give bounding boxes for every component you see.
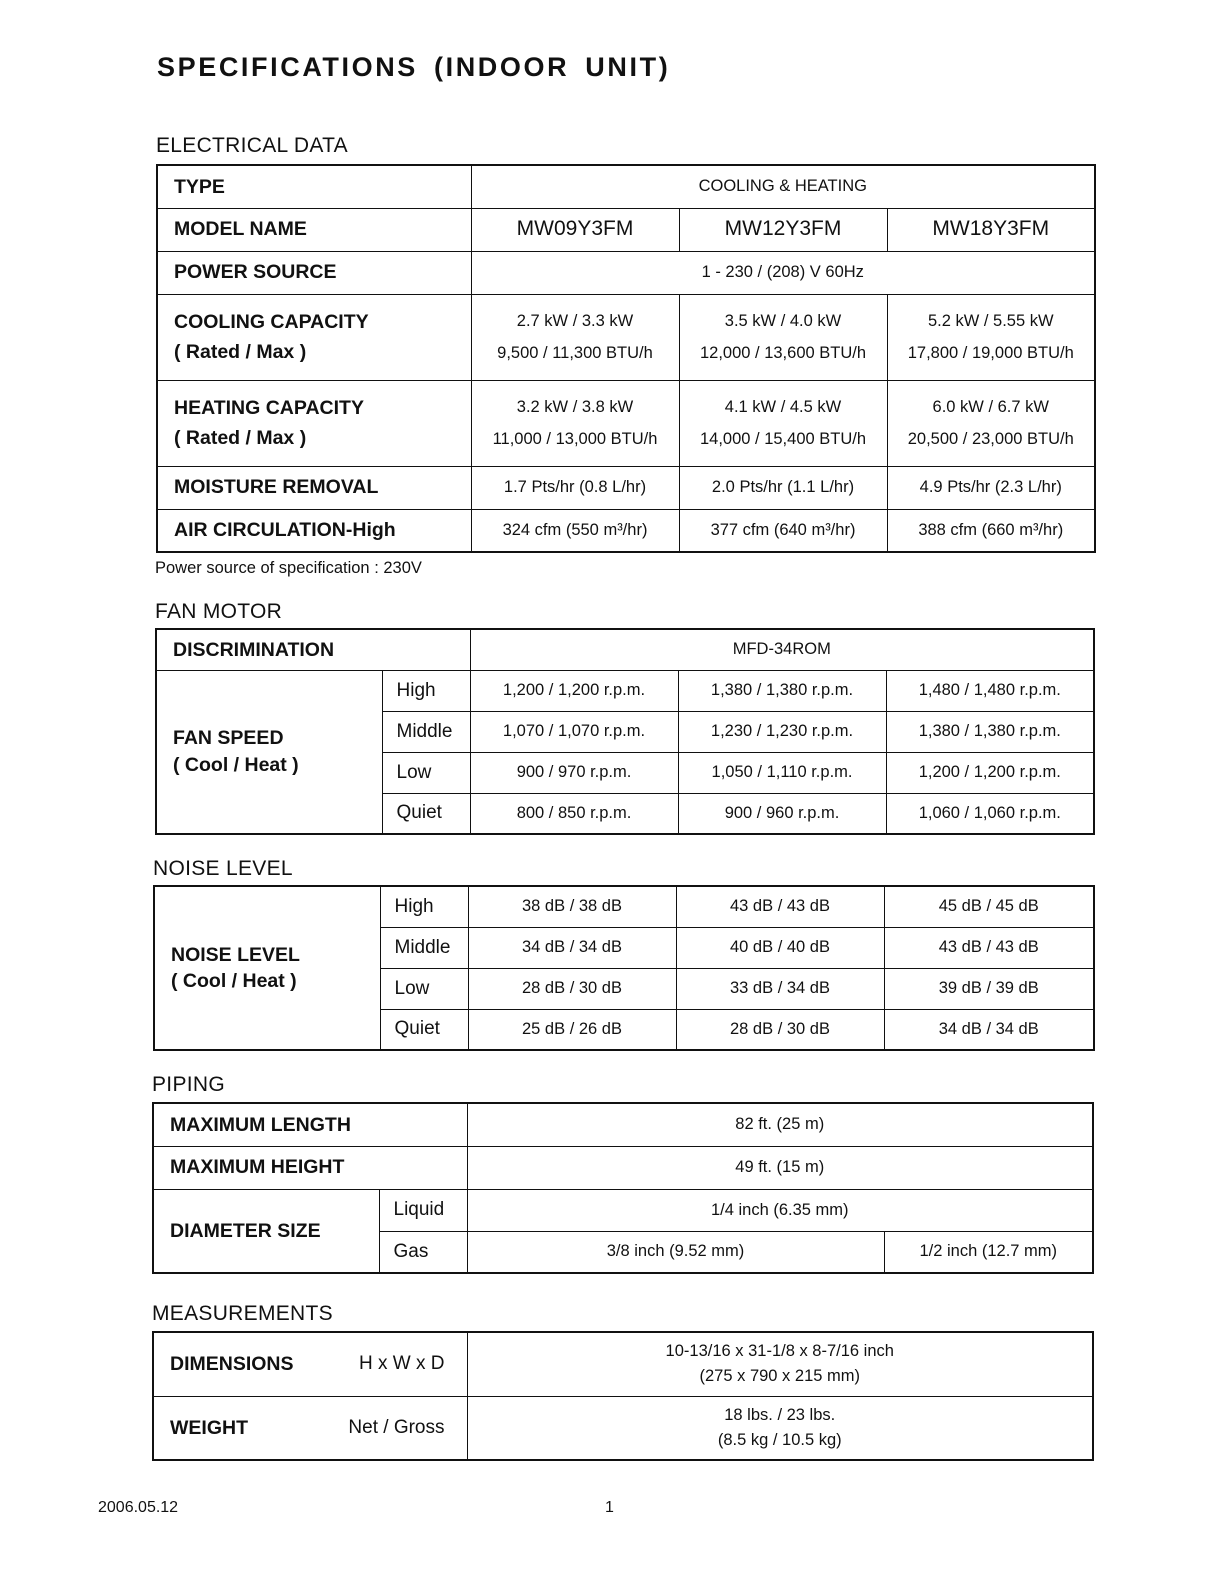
section-label-noise-level: NOISE LEVEL [153,857,293,880]
fan-level-low: Low [382,752,470,793]
noise-level-sub: ( Cool / Heat ) [171,970,297,992]
footer-date: 2006.05.12 [98,1499,179,1516]
measurements-table [152,1331,1094,1461]
fan-speed-header [156,670,382,834]
table-row-max-height [153,1146,1093,1189]
fan-middle-3: 1,380 / 1,380 r.p.m. [886,711,1094,752]
noise-level-middle: Middle [380,927,468,968]
table-row-heating [157,380,1095,466]
fan-low-2: 1,050 / 1,110 r.p.m. [678,752,886,793]
fan-middle-2: 1,230 / 1,230 r.p.m. [678,711,886,752]
air-circulation-3: 388 cfm (660 m³/hr) [887,509,1095,552]
heating-capacity-sub: ( Rated / Max ) [174,427,307,449]
noise-middle-1: 34 dB / 34 dB [468,927,676,968]
heating-capacity-3 [887,380,1095,466]
fan-middle-1: 1,070 / 1,070 r.p.m. [470,711,678,752]
table-row-discrimination [156,629,1094,670]
electrical-data-table [156,164,1096,553]
max-height-header: MAXIMUM HEIGHT [153,1146,467,1189]
cooling-capacity-2 [679,294,887,380]
model-header: MODEL NAME [157,208,471,251]
dimensions-value [467,1332,1093,1396]
fan-high-2: 1,380 / 1,380 r.p.m. [678,670,886,711]
cooling-capacity-1 [471,294,679,380]
noise-level-title: NOISE LEVEL [171,943,300,966]
power-source-header: POWER SOURCE [157,251,471,294]
section-label-piping: PIPING [152,1073,225,1096]
noise-quiet-2: 28 dB / 30 dB [676,1009,884,1050]
weight-title: WEIGHT [170,1416,248,1439]
diameter-liquid-value: 1/4 inch (6.35 mm) [467,1189,1093,1231]
table-row-moisture [157,466,1095,509]
noise-level-table [153,885,1095,1051]
noise-middle-3: 43 dB / 43 dB [884,927,1094,968]
moisture-removal-3: 4.9 Pts/hr (2.3 L/hr) [887,466,1095,509]
discrimination-value: MFD-34ROM [470,629,1094,670]
noise-low-2: 33 dB / 34 dB [676,968,884,1009]
table-row-max-length [153,1103,1093,1146]
fan-quiet-2: 900 / 960 r.p.m. [678,793,886,834]
noise-quiet-1: 25 dB / 26 dB [468,1009,676,1050]
diameter-gas-value-a: 3/8 inch (9.52 mm) [467,1231,884,1273]
dimensions-header [153,1332,467,1396]
cooling-capacity-3 [887,294,1095,380]
diameter-liquid-label: Liquid [379,1189,467,1231]
power-source-note: Power source of specification : 230V [155,559,422,577]
cooling-btu-2: 12,000 / 13,600 BTU/h [699,343,867,362]
dimensions-sub: H x W x D [359,1353,445,1375]
fan-speed-title: FAN SPEED [173,727,284,750]
table-row-model [157,208,1095,251]
model-name-2: MW12Y3FM [679,208,887,251]
model-name-3: MW18Y3FM [887,208,1095,251]
page-title: SPECIFICATIONS (INDOOR UNIT) [157,52,671,82]
heating-capacity-header [157,380,471,466]
model-name-1: MW09Y3FM [471,208,679,251]
type-header: TYPE [157,165,471,208]
noise-low-3: 39 dB / 39 dB [884,968,1094,1009]
noise-quiet-3: 34 dB / 34 dB [884,1009,1094,1050]
table-row-weight [153,1396,1093,1460]
table-row-diameter-liquid [153,1189,1093,1231]
fan-high-3: 1,480 / 1,480 r.p.m. [886,670,1094,711]
max-length-header: MAXIMUM LENGTH [153,1103,467,1146]
fan-level-high: High [382,670,470,711]
table-row-type [157,165,1095,208]
noise-middle-2: 40 dB / 40 dB [676,927,884,968]
air-circulation-1: 324 cfm (550 m³/hr) [471,509,679,552]
noise-high-3: 45 dB / 45 dB [884,886,1094,927]
table-row-dimensions [153,1332,1093,1396]
table-row-air-circulation [157,509,1095,552]
cooling-kw-2: 3.5 kW / 4.0 kW [724,311,842,330]
heating-kw-1: 3.2 kW / 3.8 kW [516,397,634,416]
noise-level-high: High [380,886,468,927]
heating-capacity-title: HEATING CAPACITY [174,396,364,419]
power-source-value: 1 - 230 / (208) V 60Hz [471,251,1095,294]
fan-level-middle: Middle [382,711,470,752]
weight-kg: (8.5 kg / 10.5 kg) [717,1430,842,1449]
cooling-kw-1: 2.7 kW / 3.3 kW [516,311,634,330]
weight-lbs: 18 lbs. / 23 lbs. [724,1405,836,1424]
fan-speed-sub: ( Cool / Heat ) [173,753,299,776]
table-row-cooling [157,294,1095,380]
heating-btu-1: 11,000 / 13,000 BTU/h [492,429,658,448]
noise-high-1: 38 dB / 38 dB [468,886,676,927]
heating-capacity-1 [471,380,679,466]
section-label-electrical: ELECTRICAL DATA [156,134,348,157]
fan-low-1: 900 / 970 r.p.m. [470,752,678,793]
heating-btu-3: 20,500 / 23,000 BTU/h [907,429,1074,448]
moisture-removal-header: MOISTURE REMOVAL [157,466,471,509]
max-length-value: 82 ft. (25 m) [467,1103,1093,1146]
cooling-btu-1: 9,500 / 11,300 BTU/h [497,343,653,362]
type-value: COOLING & HEATING [471,165,1095,208]
discrimination-header: DISCRIMINATION [156,629,470,670]
fan-high-1: 1,200 / 1,200 r.p.m. [470,670,678,711]
heating-kw-3: 6.0 kW / 6.7 kW [932,397,1049,416]
moisture-removal-1: 1.7 Pts/hr (0.8 L/hr) [471,466,679,509]
section-label-measurements: MEASUREMENTS [152,1302,333,1325]
table-row-power [157,251,1095,294]
air-circulation-header: AIR CIRCULATION-High [157,509,471,552]
noise-level-quiet: Quiet [380,1009,468,1050]
cooling-capacity-sub: ( Rated / Max ) [174,341,307,363]
air-circulation-2: 377 cfm (640 m³/hr) [679,509,887,552]
section-label-fan-motor: FAN MOTOR [155,600,283,623]
diameter-gas-label: Gas [379,1231,467,1273]
weight-value [467,1396,1093,1460]
cooling-btu-3: 17,800 / 19,000 BTU/h [907,343,1074,362]
table-row-fan-high [156,670,1094,711]
dimensions-mm: (275 x 790 x 215 mm) [699,1367,860,1386]
page-number: 1 [605,1499,614,1516]
moisture-removal-2: 2.0 Pts/hr (1.1 L/hr) [679,466,887,509]
noise-level-header [154,886,380,1050]
dimensions-title: DIMENSIONS [170,1353,294,1376]
heating-capacity-2 [679,380,887,466]
table-row-noise-high [154,886,1094,927]
diameter-size-header: DIAMETER SIZE [153,1189,379,1273]
heating-kw-2: 4.1 kW / 4.5 kW [724,397,842,416]
piping-table [152,1102,1094,1274]
fan-quiet-1: 800 / 850 r.p.m. [470,793,678,834]
noise-low-1: 28 dB / 30 dB [468,968,676,1009]
cooling-kw-3: 5.2 kW / 5.55 kW [927,311,1054,330]
noise-level-low: Low [380,968,468,1009]
cooling-capacity-header [157,294,471,380]
diameter-gas-value-b: 1/2 inch (12.7 mm) [884,1231,1093,1273]
fan-quiet-3: 1,060 / 1,060 r.p.m. [886,793,1094,834]
weight-sub: Net / Gross [348,1416,445,1438]
weight-header [153,1396,467,1460]
fan-level-quiet: Quiet [382,793,470,834]
max-height-value: 49 ft. (15 m) [467,1146,1093,1189]
noise-high-2: 43 dB / 43 dB [676,886,884,927]
dimensions-inch: 10-13/16 x 31-1/8 x 8-7/16 inch [665,1342,894,1361]
cooling-capacity-title: COOLING CAPACITY [174,310,369,333]
fan-motor-table [155,628,1095,835]
heating-btu-2: 14,000 / 15,400 BTU/h [699,429,867,448]
fan-low-3: 1,200 / 1,200 r.p.m. [886,752,1094,793]
